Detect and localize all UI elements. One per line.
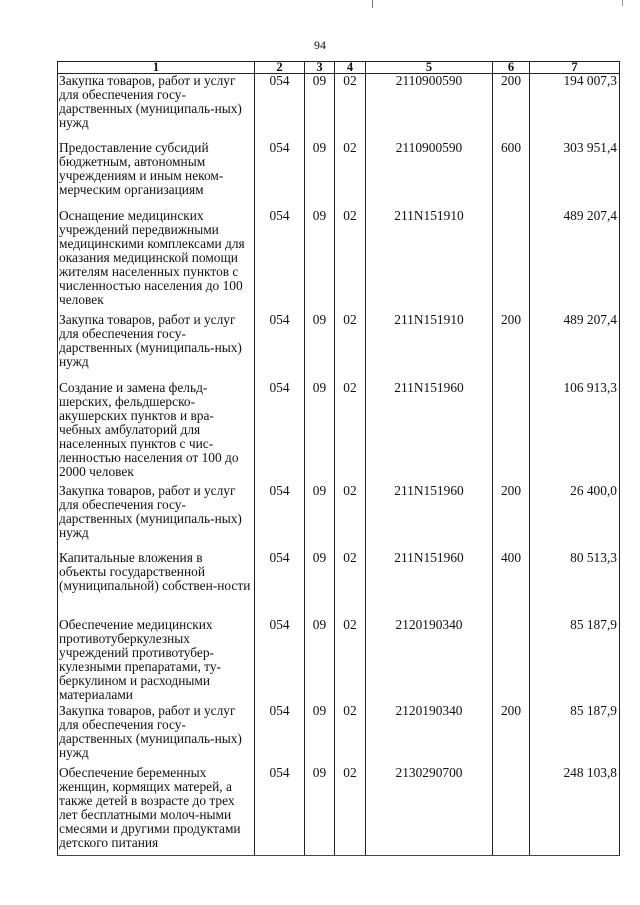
row-name: Предоставление субсидий бюджетным, автономным учреждениям и иным неком-мерческим организациям [58, 141, 255, 209]
row-expense-type [493, 209, 530, 313]
row-ministry: 054 [255, 381, 305, 484]
row-amount: 26 400,0 [530, 484, 620, 551]
row-amount: 106 913,3 [530, 381, 620, 484]
row-target: 2130290700 [366, 766, 493, 856]
row-ministry: 054 [255, 74, 305, 141]
budget-table [57, 61, 620, 856]
row-section: 09 [305, 74, 335, 141]
row-ministry: 054 [255, 313, 305, 381]
scan-edge-mark-right [622, 0, 623, 6]
row-section: 09 [305, 618, 335, 704]
row-section: 09 [305, 313, 335, 381]
row-name: Закупка товаров, работ и услуг для обеспечения госу-дарственных (муниципаль-ных) нужд [58, 704, 255, 766]
row-expense-type: 200 [493, 313, 530, 381]
row-amount: 85 187,9 [530, 618, 620, 704]
row-amount: 80 513,3 [530, 551, 620, 618]
row-section: 09 [305, 209, 335, 313]
row-target: 211N151910 [366, 209, 493, 313]
row-ministry: 054 [255, 141, 305, 209]
row-subsection: 02 [335, 381, 366, 484]
row-section: 09 [305, 484, 335, 551]
row-subsection: 02 [335, 551, 366, 618]
row-name: Обеспечение медицинских противотуберкулезных учреждений противотубер-кулезными препаратами, ту-беркулином и расходными материалами [58, 618, 255, 704]
row-expense-type [493, 618, 530, 704]
header-col-7: 7 [530, 62, 620, 74]
header-col-3: 3 [305, 62, 335, 74]
row-target: 2120190340 [366, 704, 493, 766]
row-amount: 489 207,4 [530, 313, 620, 381]
row-name: Создание и замена фельд-шерских, фельдшерско-акушерских пунктов и вра-чебных амбулаторий для населенных пунктов с чис-ленностью населения от 100 до 2000 человек [58, 381, 255, 484]
row-expense-type: 200 [493, 704, 530, 766]
row-expense-type: 600 [493, 141, 530, 209]
row-subsection: 02 [335, 141, 366, 209]
row-name: Закупка товаров, работ и услуг для обеспечения госу-дарственных (муниципаль-ных) нужд [58, 313, 255, 381]
row-ministry: 054 [255, 704, 305, 766]
table-row [58, 704, 620, 766]
row-section: 09 [305, 704, 335, 766]
row-amount: 303 951,4 [530, 141, 620, 209]
table-row [58, 618, 620, 704]
row-amount: 248 103,8 [530, 766, 620, 856]
row-subsection: 02 [335, 766, 366, 856]
row-section: 09 [305, 381, 335, 484]
row-ministry: 054 [255, 484, 305, 551]
row-ministry: 054 [255, 766, 305, 856]
row-target: 211N151960 [366, 484, 493, 551]
row-target: 2120190340 [366, 618, 493, 704]
header-col-5: 5 [366, 62, 493, 74]
row-section: 09 [305, 141, 335, 209]
row-ministry: 054 [255, 209, 305, 313]
page-number: 94 [314, 38, 326, 52]
row-subsection: 02 [335, 484, 366, 551]
table-header-row [58, 62, 620, 74]
row-target: 211N151960 [366, 381, 493, 484]
row-name: Оснащение медицинских учреждений передвижными медицинскими комплексами для оказания медицинской помощи жителям населенных пунктов с численностью населения до 100 человек [58, 209, 255, 313]
row-expense-type [493, 766, 530, 856]
table-row [58, 484, 620, 551]
header-col-2: 2 [255, 62, 305, 74]
header-col-4: 4 [335, 62, 366, 74]
row-subsection: 02 [335, 618, 366, 704]
row-expense-type: 200 [493, 74, 530, 141]
table-row [58, 209, 620, 313]
row-ministry: 054 [255, 551, 305, 618]
row-target: 211N151910 [366, 313, 493, 381]
row-amount: 85 187,9 [530, 704, 620, 766]
row-amount: 489 207,4 [530, 209, 620, 313]
row-expense-type: 400 [493, 551, 530, 618]
table-row [58, 141, 620, 209]
scan-edge-mark [372, 0, 373, 8]
row-subsection: 02 [335, 704, 366, 766]
row-name: Капитальные вложения в объекты государственной (муниципальной) собствен-ности [58, 551, 255, 618]
table-row [58, 74, 620, 141]
row-name: Обеспечение беременных женщин, кормящих матерей, а также детей в возрасте до трех лет бесплатными молоч-ными смесями и другими продуктами детского питания [58, 766, 255, 856]
table-row [58, 381, 620, 484]
table-row [58, 551, 620, 618]
row-ministry: 054 [255, 618, 305, 704]
header-col-6: 6 [493, 62, 530, 74]
row-name: Закупка товаров, работ и услуг для обеспечения госу-дарственных (муниципаль-ных) нужд [58, 484, 255, 551]
row-target: 2110900590 [366, 74, 493, 141]
row-subsection: 02 [335, 209, 366, 313]
row-target: 2110900590 [366, 141, 493, 209]
row-target: 211N151960 [366, 551, 493, 618]
table-row [58, 766, 620, 856]
row-section: 09 [305, 766, 335, 856]
row-subsection: 02 [335, 74, 366, 141]
row-expense-type [493, 381, 530, 484]
row-section: 09 [305, 551, 335, 618]
row-name: Закупка товаров, работ и услуг для обеспечения госу-дарственных (муниципаль-ных) нужд [58, 74, 255, 141]
header-col-1: 1 [58, 62, 255, 74]
row-subsection: 02 [335, 313, 366, 381]
table-row [58, 313, 620, 381]
row-amount: 194 007,3 [530, 74, 620, 141]
row-expense-type: 200 [493, 484, 530, 551]
